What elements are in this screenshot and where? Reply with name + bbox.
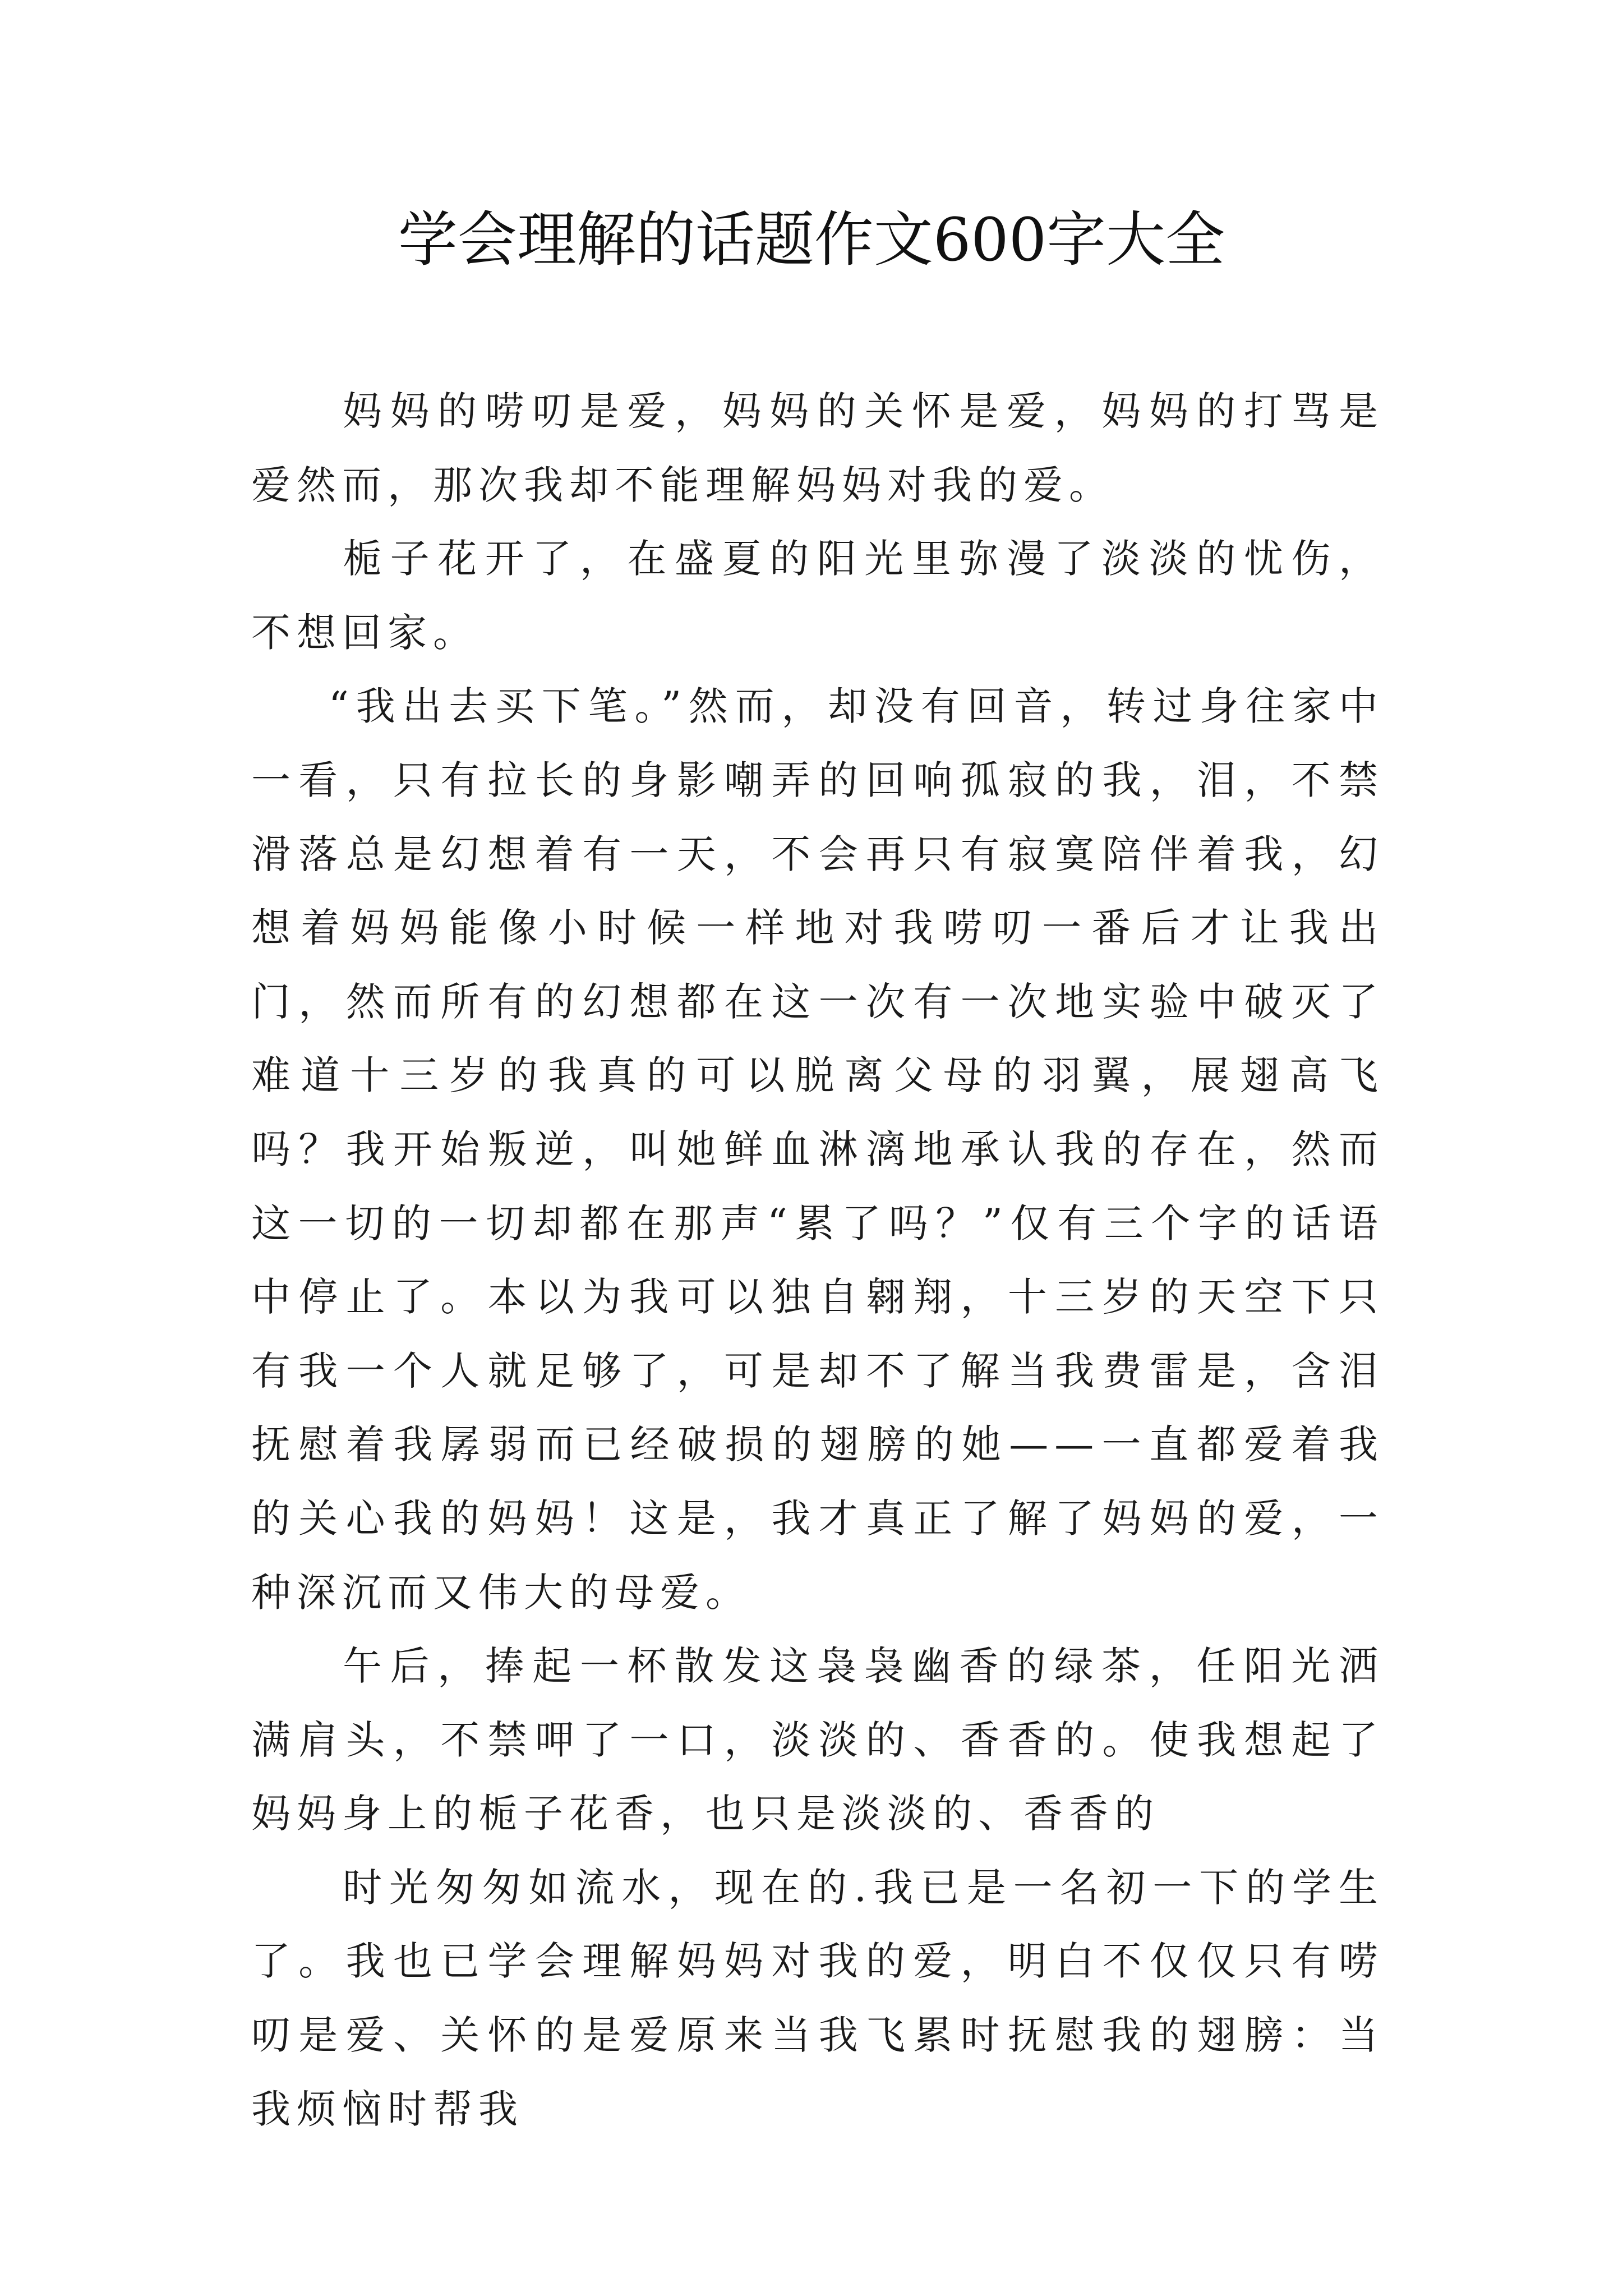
paragraph-5: 时光匆匆如流水，现在的.我已是一名初一下的学生了。我也已学会理解妈妈对我的爱，明白不仅仅只有唠叨是爱、关怀的是爱原来当我飞累时抚慰我的翅膀：当我烦恼时帮我 — [251, 1864, 1384, 2132]
paragraph-1: 妈妈的唠叨是爱，妈妈的关怀是爱，妈妈的打骂是爱然而，那次我却不能理解妈妈对我的爱。 — [251, 388, 1384, 508]
paragraph-4: 午后，捧起一杯散发这袅袅幽香的绿茶，任阳光洒满肩头，不禁呷了一口，淡淡的、香香的。使我想起了妈妈身上的栀子花香，也只是淡淡的、香香的 — [251, 1643, 1384, 1837]
paragraph-2: 栀子花开了，在盛夏的阳光里弥漫了淡淡的忧伤，不想回家。 — [251, 536, 1384, 656]
paragraph-3: “我出去买下笔。”然而，却没有回音，转过身往家中一看，只有拉长的身影嘲弄的回响孤寂的我，泪，不禁滑落总是幻想着有一天，不会再只有寂寞陪伴着我，幻想着妈妈能像小时候一样地对我唠叨一番后才让我出门，然而所有的幻想都在这一次有一次地实验中破灭了难道十三岁的我真的可以脱离父母的羽翼，展翅高飞吗？我开始叛逆，叫她鲜血淋漓地承认我的存在，然而这一切的一切却都在那声“累了吗？”仅有三个字的话语中停止了。本以为我可以独自翱翔，十三岁的天空下只有我一个人就足够了，可是却不了解当我费雷是，含泪抚慰着我孱弱而已经破损的翅膀的她——一直都爱着我的关心我的妈妈！这是，我才真正了解了妈妈的爱，一种深沉而又伟大的母爱。 — [251, 683, 1384, 1616]
document-body — [251, 375, 1384, 2146]
document-title: 学会理解的话题作文600字大全 — [398, 205, 1225, 274]
